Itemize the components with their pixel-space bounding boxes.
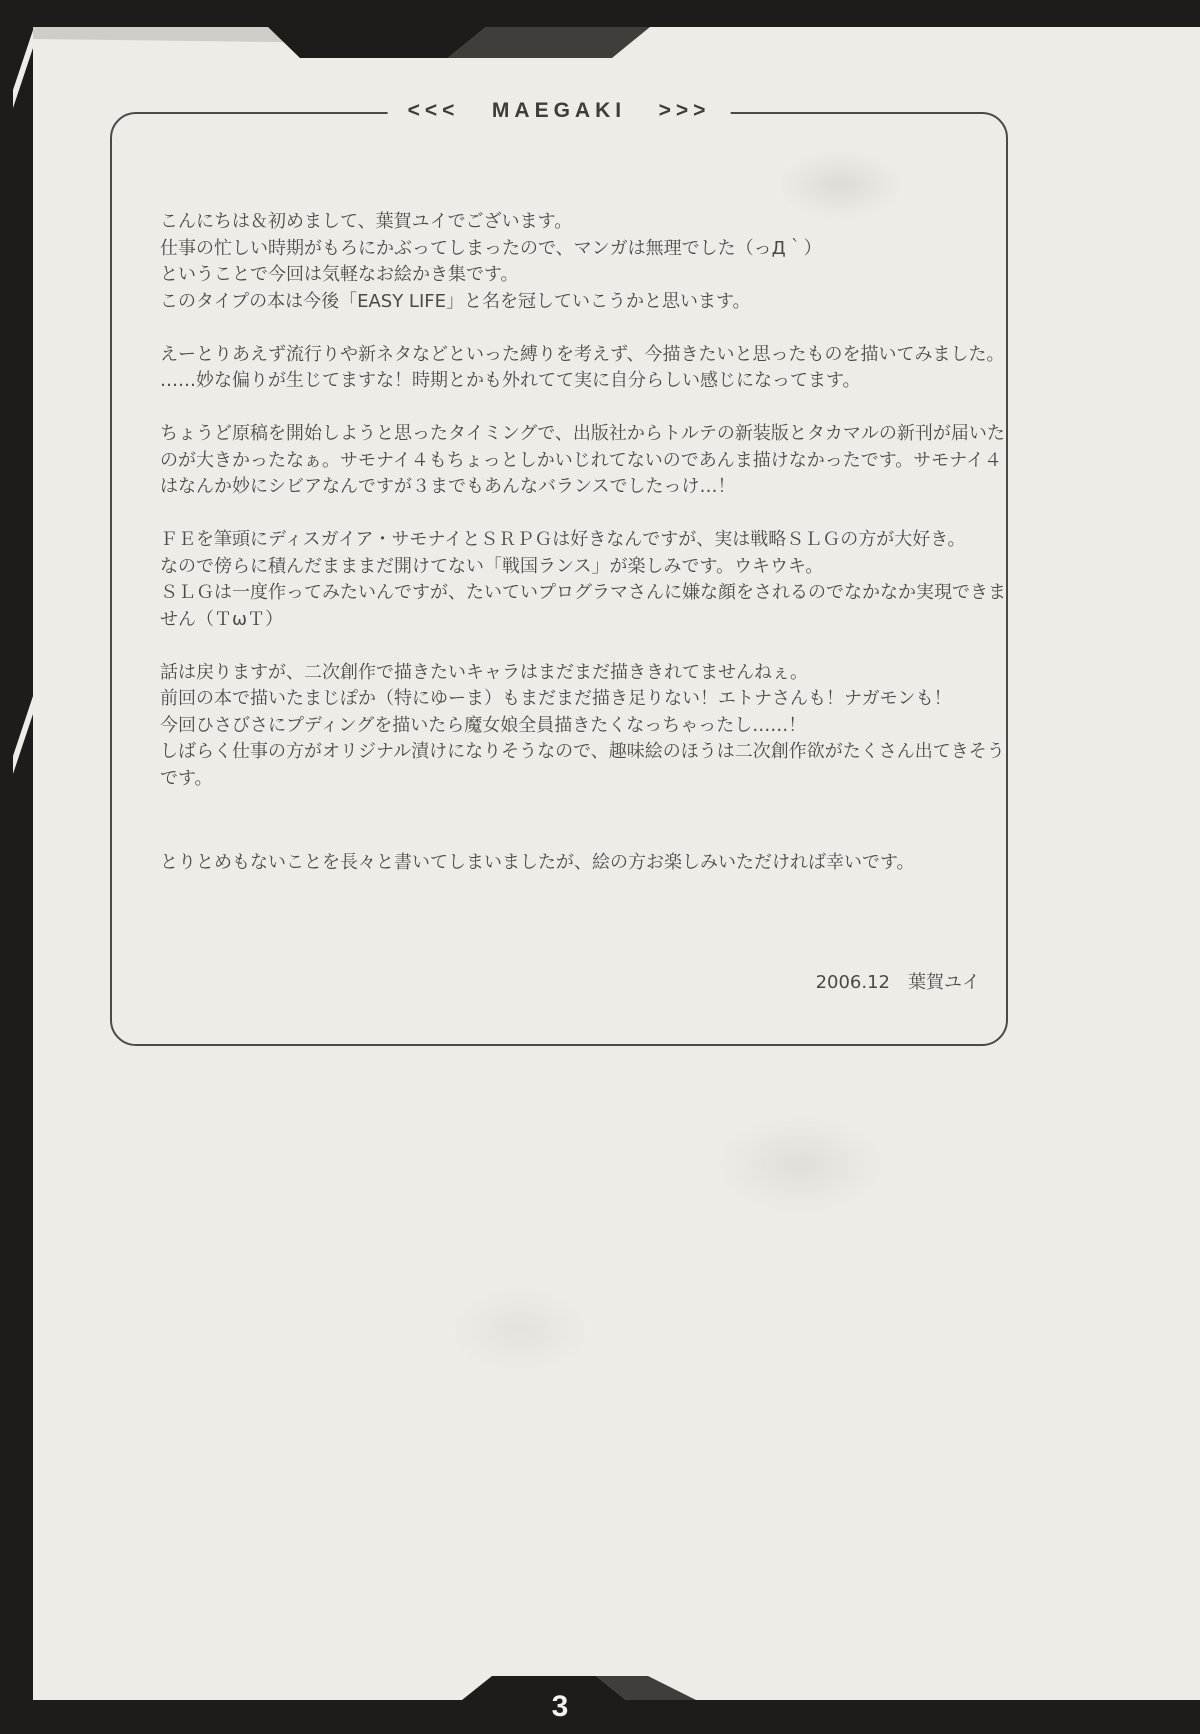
paragraph-games <box>160 527 1006 633</box>
paragraph-greeting <box>160 209 988 315</box>
paragraph-fanart <box>160 660 1005 793</box>
text-line: はなんか妙にシビアなんですが３までもあんなバランスでしたっけ…！ <box>160 476 736 497</box>
closing-line <box>160 850 988 877</box>
frame-top-bar <box>0 0 1200 27</box>
text-line: 話は戻りますが、二次創作で描きたいキャラはまだまだ描ききれてませんねぇ。 <box>160 661 808 683</box>
text-line: ＳＬＧは一度作ってみたいんですが、たいていプログラマさんに嫌な顔をされるのでなかなか実現できま <box>160 582 1006 603</box>
maegaki-text <box>112 114 1006 1044</box>
paragraph-themes <box>160 342 1005 395</box>
page-number: 3 <box>551 1690 569 1723</box>
maegaki-title: <<< MAEGAKI >>> <box>388 99 731 123</box>
text-line: 前回の本で描いたまじぽか（特にゆーま）もまだまだ描き足りない！エトナさんも！ナガモンも！ <box>160 688 952 709</box>
frame-left-bar <box>0 0 33 1734</box>
text-line: ちょうど原稿を開始しようと思ったタイミングで、出版社からトルテの新装版とタカマルの新刊が届いた <box>160 423 1005 444</box>
text-line: このタイプの本は今後「EASY LIFE」と名を冠していこうかと思います。 <box>160 290 751 312</box>
text-line: 今回ひさびさにプディングを描いたら魔女娘全員描きたくなっちゃったし……！ <box>160 714 807 736</box>
text-line: しばらく仕事の方がオリジナル漬けになりそうなので、趣味絵のほうは二次創作欲がたくさん出てきそう <box>160 741 1005 762</box>
text-line: えーとりあえず流行りや新ネタなどといった縛りを考えず、今描きたいと思ったものを描いてみました。 <box>160 343 1005 365</box>
text-line: ＦＥを筆頭にディスガイア・サモナイとＳＲＰＧは好きなんですが、実は戦略ＳＬＧの方が大好き。 <box>160 529 966 550</box>
text-line: のが大きかったなぁ。サモナイ４もちょっとしかいじれてないのであんま描けなかったです。サモナイ４ <box>160 449 1003 471</box>
text-line: せん（ＴωＴ） <box>160 608 284 630</box>
date-signature: 2006.12 葉賀ユイ <box>815 971 980 993</box>
text-line: とりとめもないことを長々と書いてしまいましたが、絵の方お楽しみいただければ幸いです。 <box>160 852 915 873</box>
maegaki-box <box>110 99 1008 1046</box>
frame-top-chevron-dark <box>268 27 486 58</box>
text-line: なので傍らに積んだまままだ開けてない「戦国ランス」が楽しみです。ウキウキ。 <box>160 555 824 577</box>
paragraph-timing <box>160 421 1005 501</box>
text-line: ……妙な偏りが生じてますな！時期とかも外れてて実に自分らしい感じになってます。 <box>160 370 861 391</box>
frame-bottom-bar <box>0 1700 1200 1734</box>
text-line: こんにちは＆初めまして、葉賀ユイでございます。 <box>160 211 573 232</box>
text-line: です。 <box>160 767 213 789</box>
text-line: ということで今回は気軽なお絵かき集です。 <box>160 264 519 285</box>
text-line: 仕事の忙しい時期がもろにかぶってしまったので、マンガは無理でした（っД｀） <box>160 237 822 259</box>
